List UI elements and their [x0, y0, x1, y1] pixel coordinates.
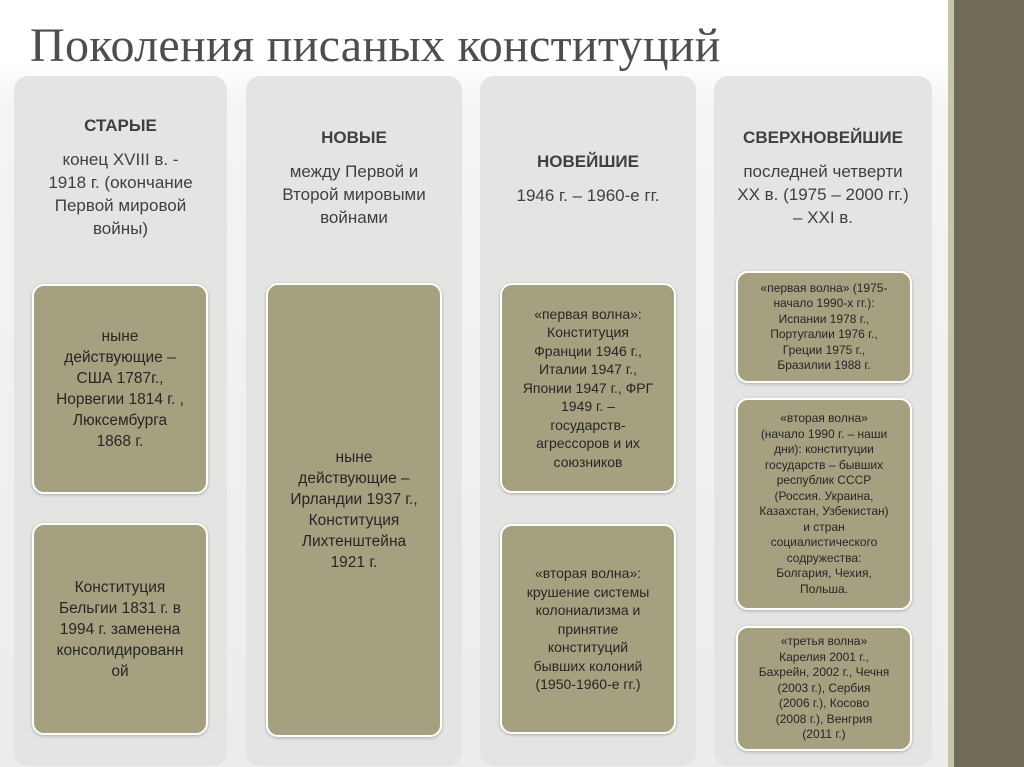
column-heading: СВЕРХНОВЕЙШИЕ [743, 128, 903, 147]
info-box [266, 283, 442, 737]
info-box [32, 284, 208, 494]
column-heading: НОВЕЙШИЕ [537, 152, 639, 171]
info-box-text: ныне действующие – США 1787г., Норвегии 1814 г. , Люксембурга 1868 г. [56, 328, 184, 450]
info-box [736, 398, 912, 610]
info-box [500, 524, 676, 734]
info-box-text: Конституция Бельгии 1831 г. в 1994 г. заменена консолидированн ой [56, 578, 184, 680]
info-box [32, 523, 208, 735]
column-new [246, 76, 462, 766]
decorative-side-bar [948, 0, 1024, 767]
info-box-text: «третья волна» Карелия 2001 г., Бахрейн, 2002 г., Чечня (2003 г.), Сербия (2006 г.), Косово (2008 г.), Венгрия (2011 г.) [758, 634, 890, 742]
info-box [500, 283, 676, 493]
info-box-text: «вторая волна» (начало 1990 г. – наши дни): конституции государств – бывших республик СССР (Россия. Украина, Казахстан, Узбекистан) и стран социалистического содружества: Болгария, Чехия, Польша. [759, 411, 889, 596]
column-period: 1946 г. – 1960-е гг. [516, 186, 660, 205]
column-period: конец XVIII в. - 1918 г. (окончание Первой мировой войны) [48, 150, 193, 238]
info-box-text: ныне действующие – Ирландии 1937 г., Конституция Лихтенштейна 1921 г. [290, 449, 418, 571]
column-heading: НОВЫЕ [321, 128, 387, 147]
column-heading: СТАРЫЕ [84, 116, 157, 135]
column-period: между Первой и Второй мировыми войнами [282, 162, 426, 227]
info-box [736, 626, 912, 751]
info-box-text: «вторая волна»: крушение системы колониализма и принятие конституций бывших колоний (1950-1960-е гг.) [526, 565, 650, 693]
column-newest [480, 76, 696, 766]
column-old [14, 76, 227, 766]
slide-title: Поколения писаных конституций [30, 19, 721, 72]
column-period: последней четверти XX в. (1975 – 2000 гг.) – XXI в. [737, 162, 909, 227]
column-super-newest [714, 76, 932, 766]
info-box [736, 271, 912, 383]
side-bar-stripe [948, 0, 954, 767]
info-box-text: «первая волна»: Конституция Франции 1946 г., Италии 1947 г., Японии 1947 г., ФРГ 1949 г. – государств- агрессоров и их союзников [522, 305, 654, 470]
info-box-text: «первая волна» (1975- начало 1990-х гг.): Испании 1978 г., Португалии 1976 г., Греции 1975 г., Бразилии 1988 г. [760, 280, 888, 372]
